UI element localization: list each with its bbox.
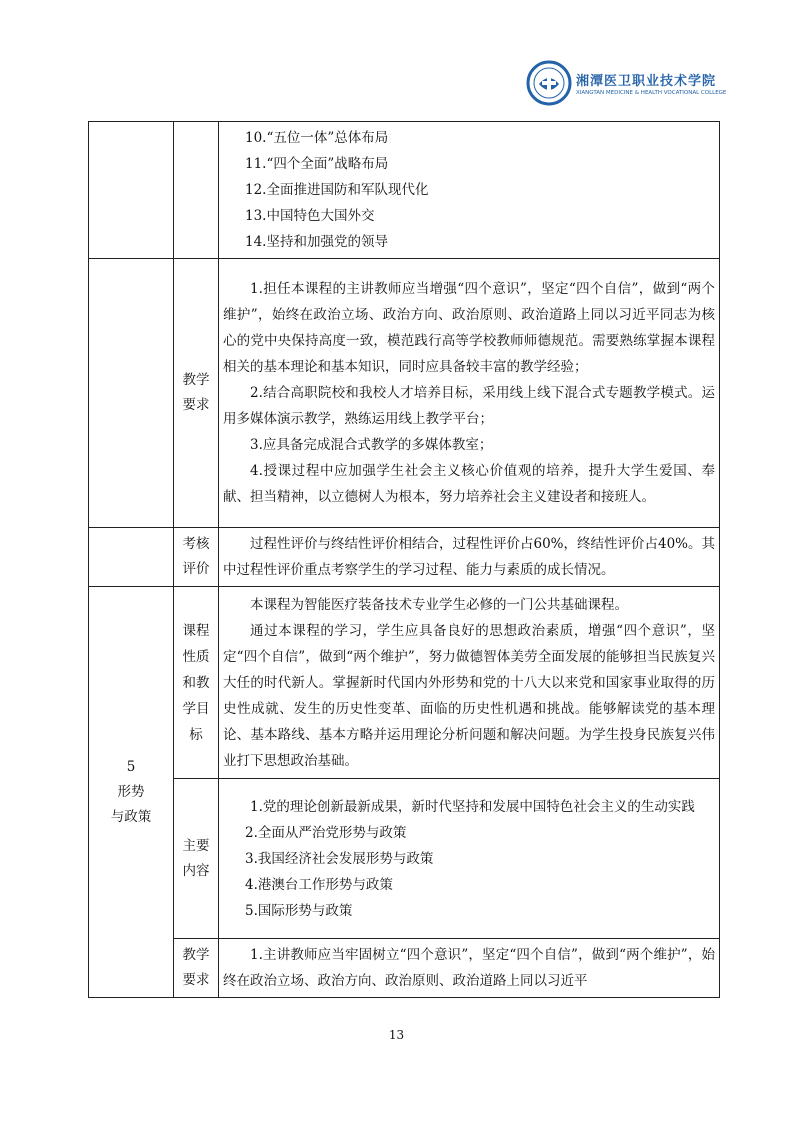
course-nature-cell — [219, 587, 720, 779]
content-item: 2.全面从严治党形势与政策 — [245, 824, 407, 841]
assessment-cell — [219, 528, 720, 587]
school-logo — [526, 60, 726, 116]
course-table — [88, 121, 720, 998]
content-item: 5.国际形势与政策 — [245, 902, 353, 919]
course-cell-blank — [89, 122, 174, 259]
main-content-label: 主要内容 — [174, 779, 219, 939]
content-item: 3.我国经济社会发展形势与政策 — [245, 850, 434, 867]
list-item: 14.坚持和加强党的领导 — [245, 234, 388, 250]
nature-paragraph: 本课程为智能医疗装备技术专业学生必修的一门公共基础课程。 — [250, 596, 628, 613]
course-cell-blank — [89, 528, 174, 587]
course-number: 5 — [126, 758, 136, 775]
assessment-text: 过程性评价与终结性评价相结合，过程性评价占60%，终结性评价占40%。其中过程性评价重点考察学生的学习过程、能力与素质的成长情况。 — [223, 536, 716, 578]
school-name: 湘潭医卫职业技术学院 — [576, 74, 717, 89]
list-item: 10.“五位一体”总体布局 — [245, 130, 389, 146]
school-name-en: XIANGTAN MEDICINE & HEALTH VOCATIONAL COLLEGE — [576, 90, 727, 96]
teaching-requirements-label: 教学要求 — [174, 259, 219, 528]
course-name-cell — [89, 587, 174, 998]
main-content-cell — [219, 779, 720, 939]
page-number: 13 — [388, 1028, 405, 1042]
course-cell-blank — [89, 259, 174, 528]
teaching-requirements-cell — [219, 259, 720, 528]
teaching-requirements-label-2: 教学要求 — [174, 939, 219, 998]
course-name-line1: 形势 — [117, 783, 145, 800]
requirement-paragraph: 1.担任本课程的主讲教师应当增强“四个意识”，坚定“四个自信”，做到“两个维护”，始终在政治立场、政治方向、政治原则、政治道路上同以习近平同志为核心的党中央保持高度一致，模范践行高等学校教师师德规范。需要熟练掌握本课程相关的基本理论和基本知识，同时应具备较丰富的教学经验； — [223, 281, 715, 375]
requirement-paragraph: 2.结合高职院校和我校人才培养目标，采用线上线下混合式专题教学模式。运用多媒体演示教学，熟练运用线上教学平台； — [223, 385, 715, 427]
label-cell-blank — [174, 122, 219, 259]
teaching-requirements-cell-2 — [219, 939, 720, 998]
list-item: 13.中国特色大国外交 — [245, 208, 375, 224]
requirement-paragraph: 1.主讲教师应当牢固树立“四个意识”，坚定“四个自信”，做到“两个维护”，始终在政治立场、政治方向、政治原则、政治道路上同以习近平 — [223, 947, 715, 989]
school-emblem-icon — [526, 60, 572, 106]
course-name-line2: 与政策 — [110, 808, 152, 825]
list-item: 11.“四个全面”战略布局 — [245, 156, 389, 172]
requirement-paragraph: 3.应具备完成混合式教学的多媒体教室； — [250, 437, 493, 453]
content-item: 4.港澳台工作形势与政策 — [245, 876, 393, 893]
content-list-cell — [219, 122, 720, 259]
assessment-label: 考核评价 — [174, 528, 219, 587]
list-item: 12.全面推进国防和军队现代化 — [245, 182, 429, 198]
content-item: 1.党的理论创新最新成果，新时代坚持和发展中国特色社会主义的生动实践 — [250, 798, 695, 815]
course-nature-label: 课程性质和教学目标 — [174, 587, 219, 779]
nature-paragraph: 通过本课程的学习，学生应具备良好的思想政治素质，增强“四个意识”，坚定“四个自信”，做到“两个维护”，努力做德智体美劳全面发展的能够担当民族复兴大任的时代新人。掌握新时代国内外形势和党的十八大以来党和国家事业取得的历史性成就、发生的历史性变革、面临的历史性机遇和挑战。能够解读党的基本理论、基本路线、基本方略并运用理论分析问题和解决问题。为学生投身民族复兴伟业打下思想政治基础。 — [223, 622, 715, 769]
requirement-paragraph: 4.授课过程中应加强学生社会主义核心价值观的培养，提升大学生爱国、奉献、担当精神，以立德树人为根本，努力培养社会主义建设者和接班人。 — [223, 463, 715, 505]
